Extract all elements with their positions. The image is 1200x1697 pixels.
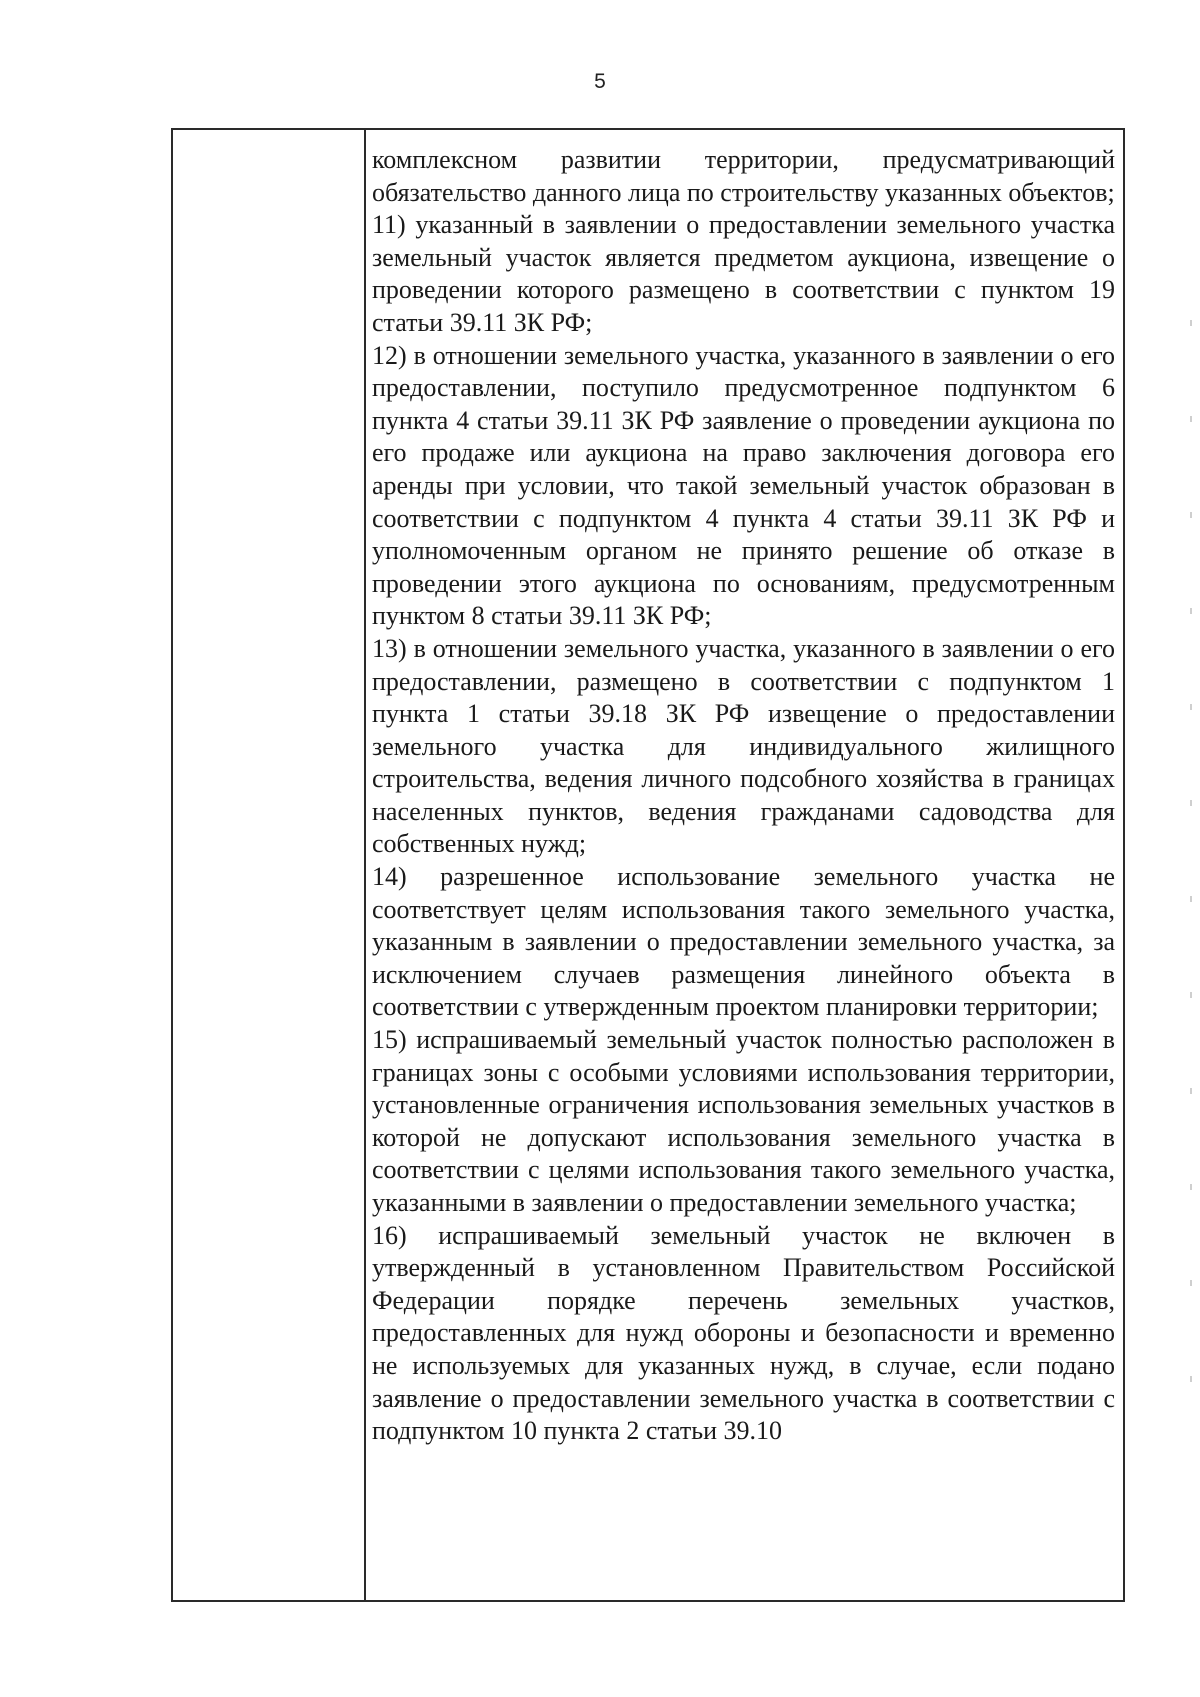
paragraph-item-14: 14) разрешенное использование земельного участка не соответствует целям использования такого земельного участка, указанным в заявлении о предоставлении земельного участка, за исключением случаев размещения линейного объекта в соответствии с утвержденным проектом планировки территории; (372, 862, 1115, 1022)
paragraph-continuation: комплексном развитии территории, предусматривающий обязательство данного лица по строительству указанных объектов; (372, 145, 1115, 207)
paragraph-item-15: 15) испрашиваемый земельный участок полностью расположен в границах зоны с особыми условиями использования территории, установленные ограничения использования земельных участков в которой не допускают использования земельного участка в соответствии с целями использования такого земельного участка, указанными в заявлении о предоставлении земельного участка; (372, 1025, 1115, 1217)
paragraph-item-12: 12) в отношении земельного участка, указанного в заявлении о его предоставлении, поступило предусмотренное подпунктом 6 пункта 4 статьи 39.11 ЗК РФ заявление о проведении аукциона по его продаже или аукциона на право заключения договора его аренды при условии, что такой земельный участок образован в соответствии с подпунктом 4 пункта 4 статьи 39.11 ЗК РФ и уполномоченным органом не принято решение об отказе в проведении этого аукциона по основаниям, предусмотренным пунктом 8 статьи 39.11 ЗК РФ; (372, 340, 1115, 631)
table-right-column (366, 130, 1123, 1600)
paragraph-item-16: 16) испрашиваемый земельный участок не включен в утвержденный в установленном Правительством Российской Федерации порядке перечень земельных участков, предоставленных для нужд обороны и безопасности и временно не используемых для указанных нужд, в случае, если подано заявление о предоставлении земельного участка в соответствии с подпунктом 10 пункта 2 статьи 39.10 (372, 1220, 1115, 1446)
table-left-column (173, 130, 366, 1600)
document-table (171, 128, 1125, 1602)
paragraph-item-11: 11) указанный в заявлении о предоставлении земельного участка земельный участок является предметом аукциона, извещение о проведении которого размещено в соответствии с пунктом 19 статьи 39.11 ЗК РФ; (372, 210, 1115, 337)
scan-edge-marks (1190, 230, 1192, 1430)
paragraph-item-13: 13) в отношении земельного участка, указанного в заявлении о его предоставлении, размещено в соответствии с подпунктом 1 пункта 1 статьи 39.18 ЗК РФ извещение о предоставлении земельного участка для индивидуального жилищного строительства, ведения личного подсобного хозяйства в границах населенных пунктов, ведения гражданами садоводства для собственных нужд; (372, 633, 1115, 859)
page-number: 5 (594, 70, 606, 93)
